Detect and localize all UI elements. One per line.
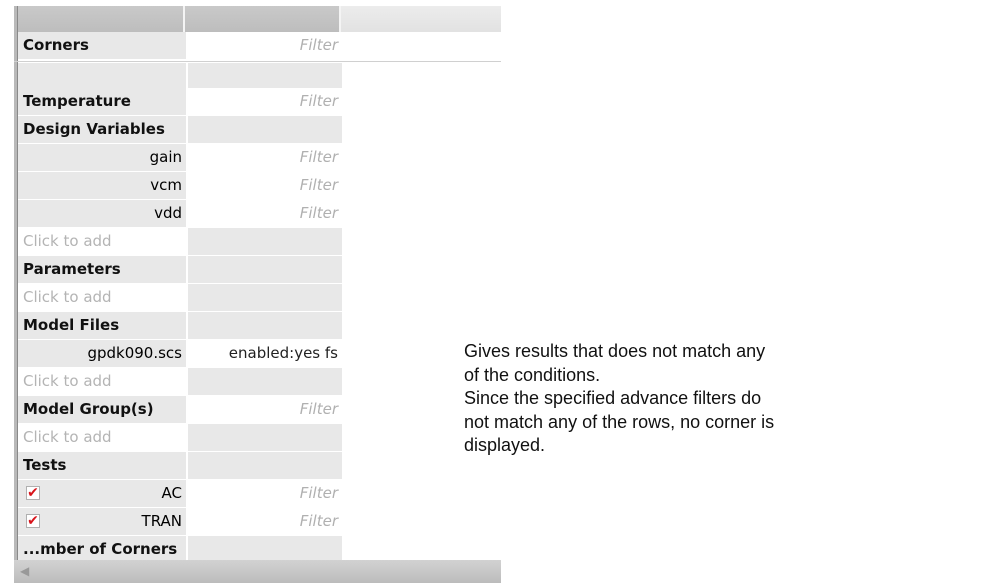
header-column-corner[interactable] — [341, 6, 501, 32]
horizontal-scrollbar[interactable] — [14, 560, 501, 583]
tests-value — [188, 452, 344, 480]
model-files-value — [188, 312, 344, 340]
table-row-design-variables — [18, 116, 501, 144]
note-line-2: of the conditions. — [464, 364, 601, 385]
ac-test-name: AC — [161, 484, 182, 502]
table-row-model-files — [18, 312, 501, 340]
design-variables-value — [188, 116, 344, 144]
table-row-click-to-add-parameter — [18, 284, 501, 312]
corners-table — [14, 6, 501, 583]
design-variables-label: Design Variables — [18, 116, 188, 144]
gpdk090-value[interactable]: enabled:yes fs — [188, 340, 344, 368]
table-row-vdd — [18, 200, 501, 228]
vcm-label: vcm — [18, 172, 188, 200]
corners-label: Corners — [18, 32, 188, 60]
corners-cell — [344, 32, 501, 60]
header-column-value[interactable] — [185, 6, 341, 32]
click-to-add-variable-value — [188, 228, 344, 256]
temperature-label: Temperature — [18, 88, 188, 116]
table-row-empty — [18, 63, 501, 91]
vcm-filter[interactable]: Filter — [188, 172, 344, 200]
click-to-add-model-value — [188, 368, 344, 396]
scroll-left-arrow-icon[interactable]: ◀ — [20, 564, 30, 578]
click-to-add-group-value — [188, 424, 344, 452]
table-row-tran — [18, 508, 501, 536]
model-files-label: Model Files — [18, 312, 188, 340]
table-row-click-to-add-model — [18, 368, 501, 396]
table-row-gain — [18, 144, 501, 172]
table-row-parameters — [18, 256, 501, 284]
model-groups-filter[interactable]: Filter — [188, 396, 344, 424]
note-line-5: displayed. — [464, 435, 546, 455]
table-row-corners — [18, 32, 501, 60]
table-row-click-to-add-variable — [18, 228, 501, 256]
table-row-temperature — [18, 88, 501, 116]
note-line-4: not match any of the rows, no corner is — [464, 411, 775, 432]
corners-filter[interactable]: Filter — [188, 32, 344, 60]
number-of-corners-label: ...mber of Corners — [18, 536, 188, 564]
ac-label — [18, 480, 188, 508]
note-line-1: Gives results that does not match any — [464, 341, 766, 361]
vdd-filter[interactable]: Filter — [188, 200, 344, 228]
table-row-tests — [18, 452, 501, 480]
ac-filter[interactable]: Filter — [188, 480, 344, 508]
table-row-vcm — [18, 172, 501, 200]
table-row-gpdk090 — [18, 340, 501, 368]
click-to-add-parameter[interactable]: Click to add — [18, 284, 188, 312]
tests-label: Tests — [18, 452, 188, 480]
click-to-add-model-file[interactable]: Click to add — [18, 368, 188, 396]
tran-test-name: TRAN — [141, 512, 182, 530]
tran-checkbox[interactable]: ✔ — [27, 513, 39, 529]
header-column-name[interactable] — [18, 6, 185, 32]
tran-filter[interactable]: Filter — [188, 508, 344, 536]
table-row-ac — [18, 480, 501, 508]
note-line-3: Since the specified advance filters do — [464, 388, 762, 408]
model-groups-label: Model Group(s) — [18, 396, 188, 424]
table-row-click-to-add-group — [18, 424, 501, 452]
gain-filter[interactable]: Filter — [188, 144, 344, 172]
parameters-value — [188, 256, 344, 284]
click-to-add-variable[interactable]: Click to add — [18, 228, 188, 256]
temperature-filter[interactable]: Filter — [188, 88, 344, 116]
ac-checkbox[interactable]: ✔ — [27, 485, 39, 501]
row-divider — [14, 61, 501, 62]
empty-value-cell — [188, 63, 344, 91]
parameters-label: Parameters — [18, 256, 188, 284]
gpdk090-label: gpdk090.scs — [18, 340, 188, 368]
empty-name-cell — [18, 63, 188, 91]
vdd-label: vdd — [18, 200, 188, 228]
gain-label: gain — [18, 144, 188, 172]
explanation-note — [464, 340, 844, 458]
tran-label — [18, 508, 188, 536]
click-to-add-parameter-value — [188, 284, 344, 312]
click-to-add-model-group[interactable]: Click to add — [18, 424, 188, 452]
table-row-model-groups — [18, 396, 501, 424]
